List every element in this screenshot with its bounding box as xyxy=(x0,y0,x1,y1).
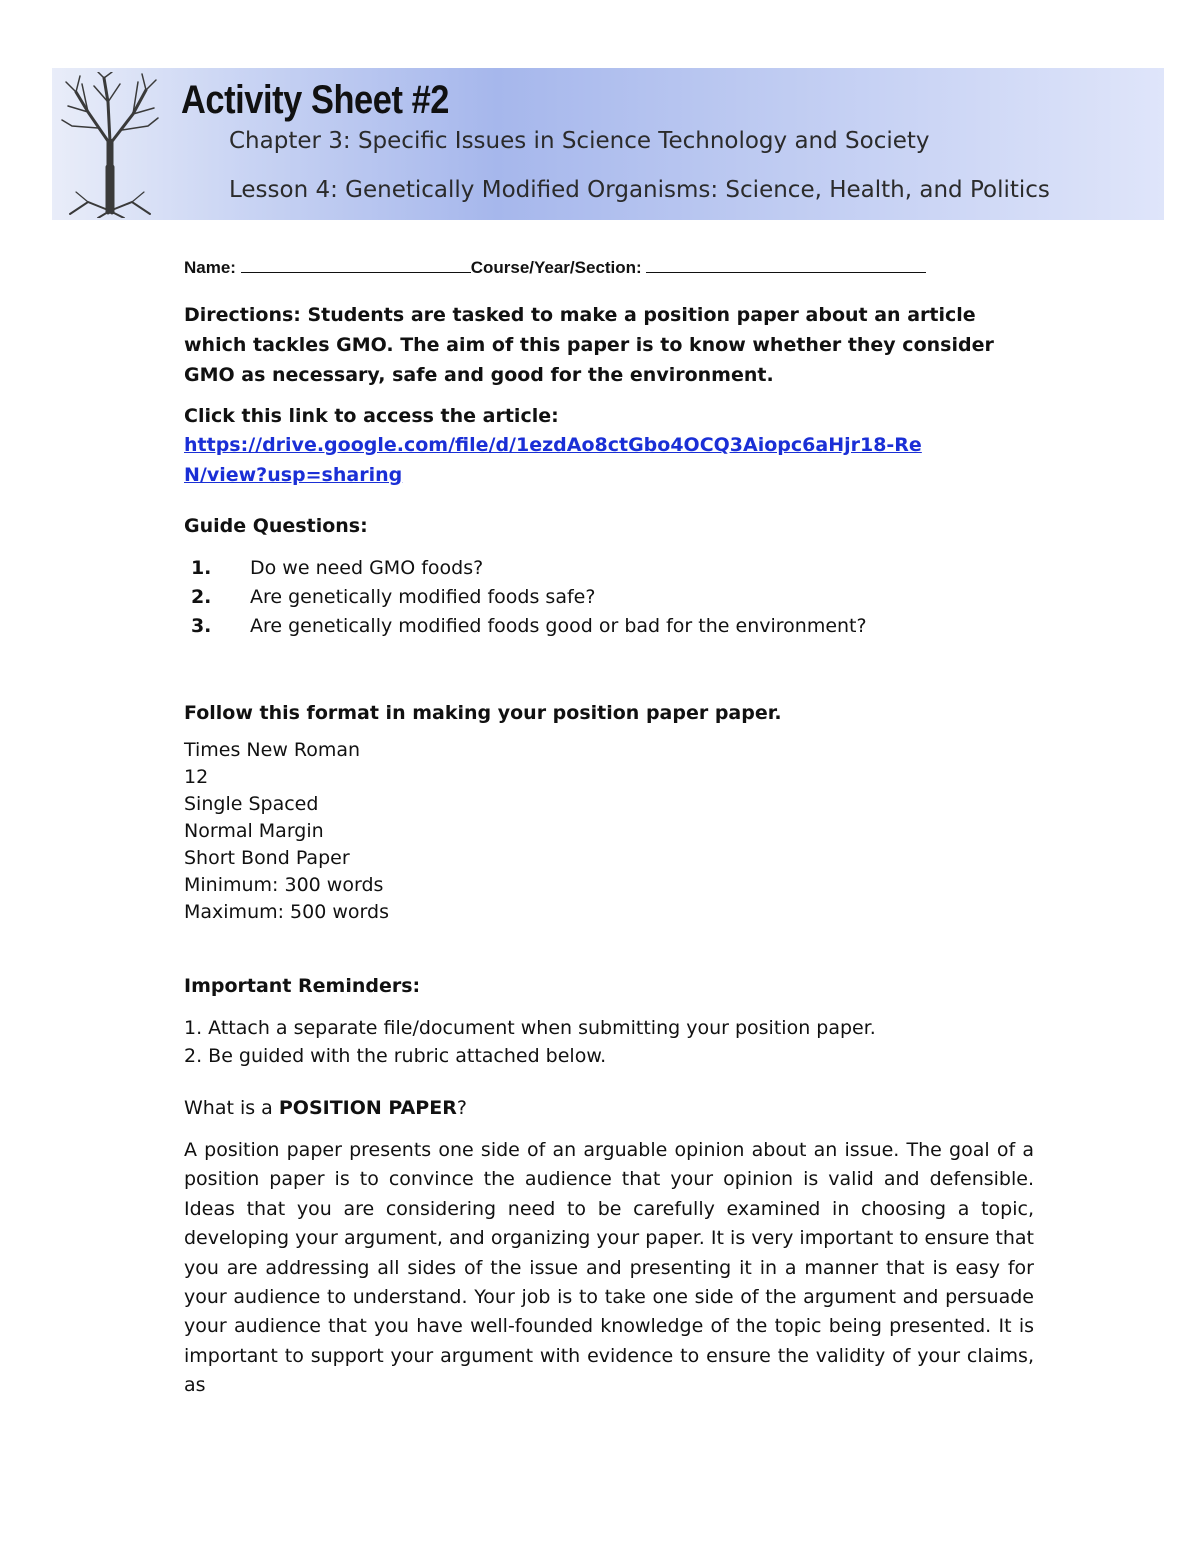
question-prefix: What is a xyxy=(184,1097,279,1119)
list-item: 2. Be guided with the rubric attached below. xyxy=(184,1045,607,1067)
format-heading: Follow this format in making your position paper paper. xyxy=(184,702,782,724)
chapter-subtitle: Chapter 3: Specific Issues in Science Technology and Society xyxy=(229,128,930,154)
lesson-subtitle: Lesson 4: Genetically Modified Organisms: Science, Health, and Politics xyxy=(229,177,1050,203)
guide-questions-list xyxy=(184,554,1034,641)
list-item: Minimum: 300 words xyxy=(184,874,384,896)
list-item: 2. Are genetically modified foods safe? xyxy=(218,583,1034,612)
list-item: 12 xyxy=(184,766,209,788)
tree-icon xyxy=(58,72,162,218)
document-body xyxy=(184,258,1034,1401)
article-label: Click this link to access the article: xyxy=(184,405,559,427)
guide-heading: Guide Questions: xyxy=(184,515,368,537)
list-item: Short Bond Paper xyxy=(184,847,350,869)
format-list xyxy=(184,737,1034,926)
name-label: Name: xyxy=(184,258,236,277)
name-course-line xyxy=(184,258,1034,278)
list-item: 3. Are genetically modified foods good or bad for the environment? xyxy=(218,612,1034,641)
reminders-heading: Important Reminders: xyxy=(184,975,421,997)
list-item: Normal Margin xyxy=(184,820,324,842)
question-suffix: ? xyxy=(456,1097,467,1119)
course-field[interactable] xyxy=(646,258,926,273)
position-paper-definition: A position paper presents one side of an arguable opinion about an issue. The goal of a position paper is to convince the audience that your opinion is valid and defensible. Ideas that you are considering need to be carefully examined in choosing a topic, developing your argument, and organizing your paper. It is very important to ensure that you are addressing all sides of the issue and presenting it in a manner that is easy for your audience to understand. Your job is to take one side of the argument and persuade your audience that you have well-founded knowledge of the topic being presented. It is important to support your argument with evidence to ensure the validity of your claims, as xyxy=(184,1139,1034,1397)
question-term: POSITION PAPER xyxy=(278,1097,457,1119)
list-item: Maximum: 500 words xyxy=(184,901,389,923)
list-item: Times New Roman xyxy=(184,739,361,761)
list-item: 1. Attach a separate file/document when submitting your position paper. xyxy=(184,1017,876,1039)
directions-text: Directions: Students are tasked to make a position paper about an article which tackles GMO. The aim of this paper is to know whether they consider GMO as necessary, safe and good for the environment. xyxy=(184,304,994,386)
name-field[interactable] xyxy=(241,258,471,273)
position-paper-question xyxy=(184,1094,1034,1122)
article-link[interactable]: https://drive.google.com/file/d/1ezdAo8ctGbo4OCQ3Aiopc6aHjr18-ReN/view?usp=sharing xyxy=(184,434,922,486)
reminders-list xyxy=(184,1014,1034,1070)
list-item: Single Spaced xyxy=(184,793,319,815)
list-item: 1. Do we need GMO foods? xyxy=(218,554,1034,583)
course-label: Course/Year/Section: xyxy=(470,258,642,277)
page-title: Activity Sheet #2 xyxy=(181,78,450,122)
